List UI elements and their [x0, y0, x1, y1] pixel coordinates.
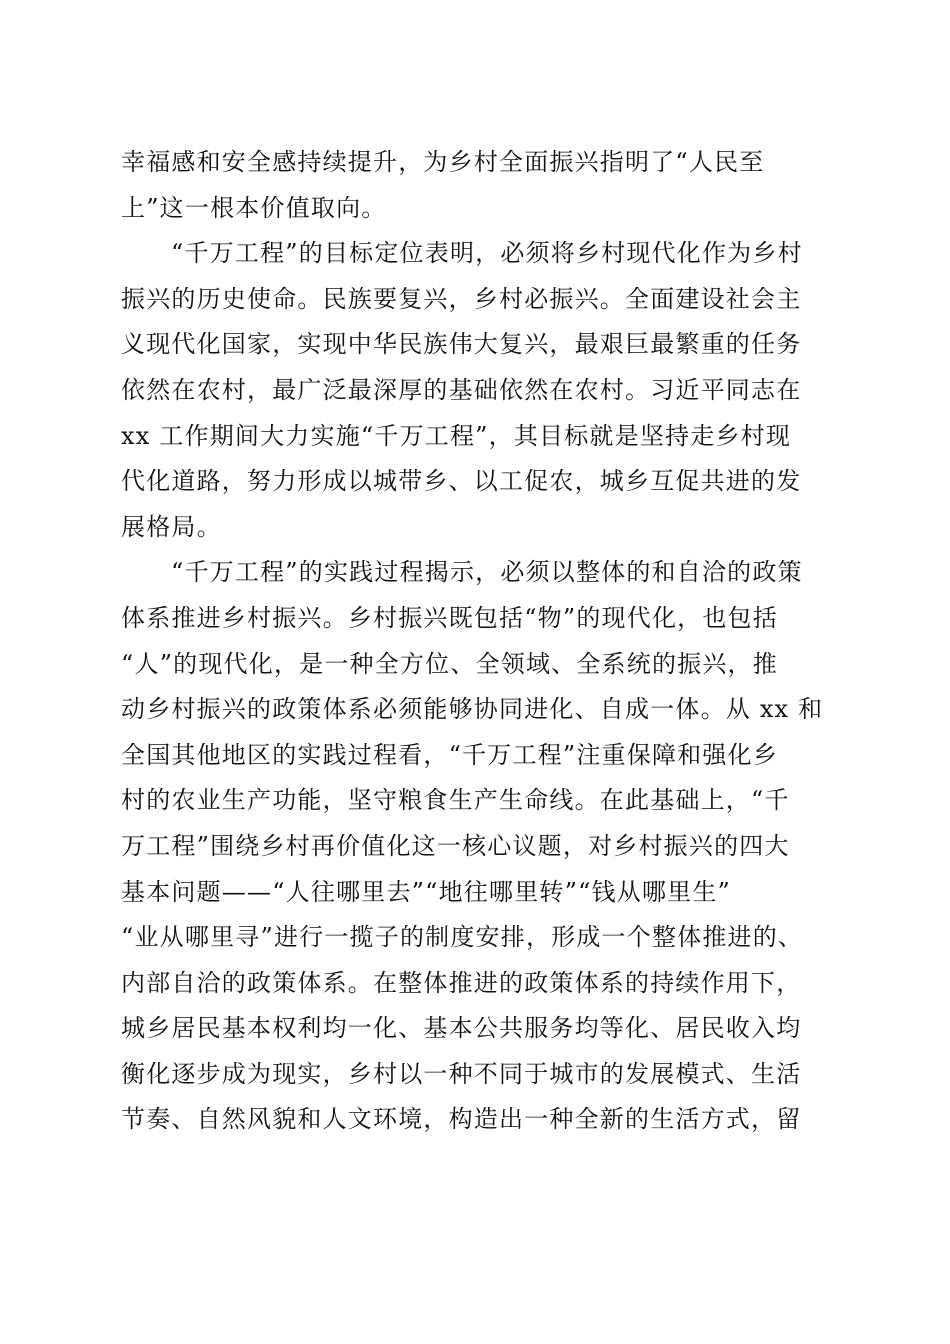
text-line: 内部自洽的政策体系。在整体推进的政策体系的持续作用下，: [121, 968, 802, 997]
text-line: 城乡居民基本权利均一化、基本公共服务均等化、居民收入均: [121, 1014, 802, 1043]
text-line: 代化道路，努力形成以城带乡、以工促农，城乡互促共进的发: [121, 467, 802, 496]
text-line: 依然在农村，最广泛最深厚的基础依然在农村。习近平同志在: [121, 375, 802, 404]
text-line: 上”这一根本价值取向。: [121, 193, 387, 222]
text-line: “人”的现代化，是一种全方位、全领域、全系统的振兴，推: [121, 649, 778, 678]
text-line: “千万工程”的目标定位表明，必须将乡村现代化作为乡村: [171, 239, 803, 268]
text-line: 幸福感和安全感持续提升，为乡村全面振兴指明了“人民至: [121, 148, 765, 176]
text-line: 万工程”围绕乡村再价值化这一核心议题，对乡村振兴的四大: [121, 831, 790, 860]
text-line: 村的农业生产功能，坚守粮食生产生命线。在此基础上，“千: [121, 786, 790, 815]
text-line: 全国其他地区的实践过程看，“千万工程”注重保障和强化乡: [121, 740, 778, 769]
text-line: 展格局。: [121, 512, 222, 541]
text-line: “千万工程”的实践过程揭示，必须以整体的和自洽的政策: [171, 558, 803, 587]
text-line: 体系推进乡村振兴。乡村振兴既包括“物”的现代化，也包括: [121, 603, 778, 632]
text-line: 节奏、自然风貌和人文环境，构造出一种全新的生活方式，留: [121, 1105, 802, 1134]
text-line: 振兴的历史使命。民族要复兴，乡村必振兴。全面建设社会主: [121, 284, 802, 313]
text-line: 动乡村振兴的政策体系必须能够协同进化、自成一体。从 xx 和: [121, 695, 824, 724]
text-line: 衡化逐步成为现实，乡村以一种不同于城市的发展模式、生活: [121, 1059, 802, 1088]
text-line: “业从哪里寻”进行一揽子的制度安排，形成一个整体推进的、: [121, 923, 804, 952]
body-text: [121, 140, 851, 1143]
text-line: 基本问题——“人往哪里去”“地往哪里转”“钱从哪里生”: [121, 877, 732, 906]
text-line: xx 工作期间大力实施“千万工程”，其目标就是坚持走乡村现: [121, 421, 792, 450]
text-line: 义现代化国家，实现中华民族伟大复兴，最艰巨最繁重的任务: [121, 330, 802, 359]
